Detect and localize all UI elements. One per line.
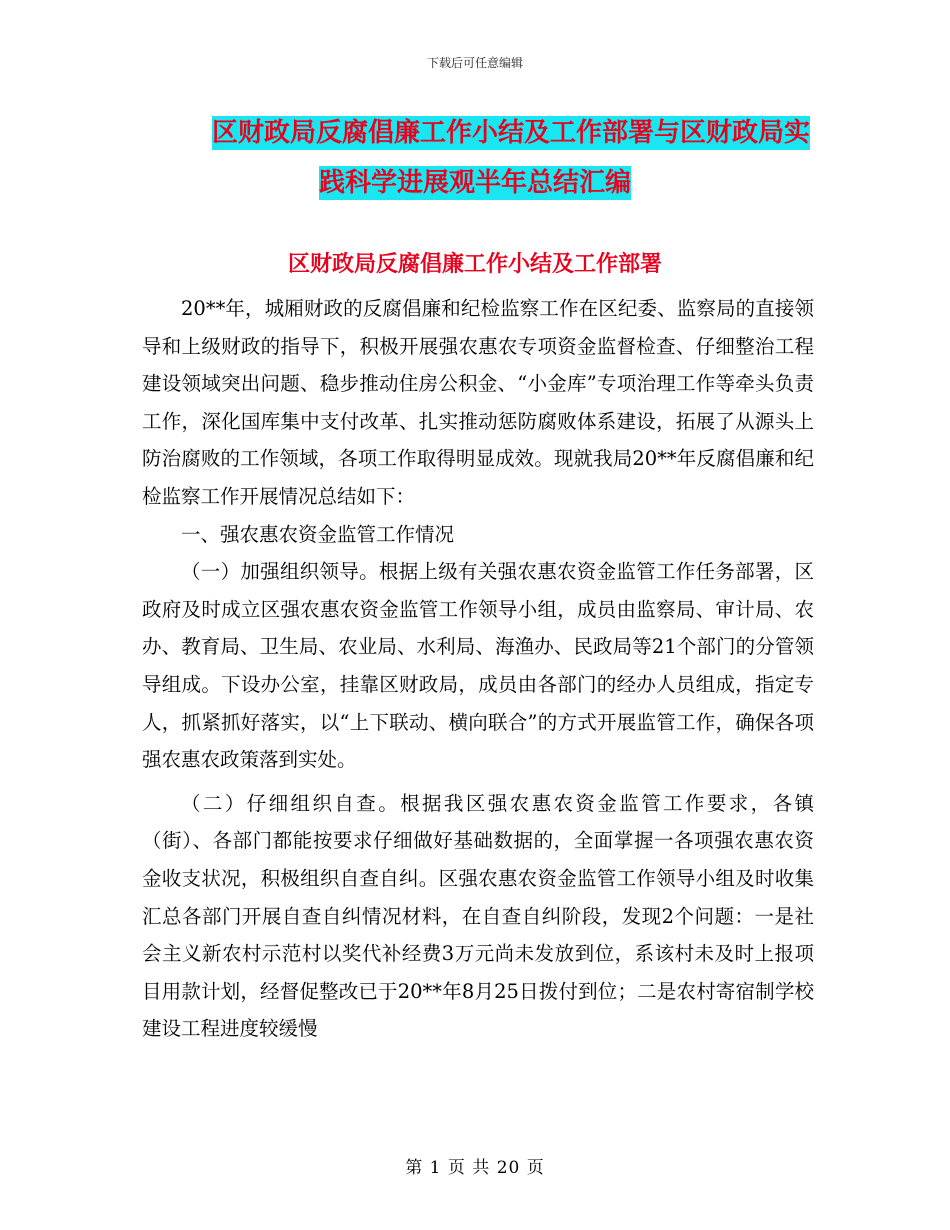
title-highlight: 区财政局反腐倡廉工作小结及工作部署与区财政局实 bbox=[211, 118, 810, 148]
page-footer: 第 1 页 共 20 页 bbox=[405, 1158, 545, 1178]
document-title-line-1 bbox=[140, 108, 810, 158]
page-header: 下载后可任意编辑 bbox=[426, 56, 523, 70]
document-title bbox=[140, 108, 810, 208]
title-highlight: 践科学进展观半年总结汇编 bbox=[318, 168, 631, 198]
body-text bbox=[142, 290, 814, 1048]
paragraph-organization: （一）加强组织领导。根据上级有关强农惠农资金监管工作任务部署，区政府及时成立区强农惠农资金监管工作领导小组，成员由监察局、审计局、农办、教育局、卫生局、农业局、水利局、海渔办、民政局等21个部门的分管领导组成。下设办公室，挂靠区财政局，成员由各部门的经办人员组成，指定专人，抓紧抓好落实，以“上下联动、横向联合”的方式开展监管工作，确保各项强农惠农政策落到实处。 bbox=[142, 560, 814, 772]
paragraph-self-check: （二）仔细组织自查。根据我区强农惠农资金监管工作要求，各镇（街）、各部门都能按要求仔细做好基础数据的，全面掌握一各项强农惠农资金收支状况，积极组织自查自纠。区强农惠农资金监管工作领导小组及时收集汇总各部门开展自查自纠情况材料，在自查自纠阶段，发现2个问题：一是社会主义新农村示范村以奖代补经费3万元尚未发放到位，系该村未及时上报项目用款计划，经督促整改已于20**年8月25日拨付到位；二是农村寄宿制学校建设工程进度较缓慢 bbox=[142, 791, 814, 1041]
document-title-line-2 bbox=[140, 158, 810, 208]
section-title: 区财政局反腐倡廉工作小结及工作部署 bbox=[287, 252, 662, 277]
heading-section-1: 一、强农惠农资金监管工作情况 bbox=[181, 522, 455, 546]
paragraph-intro: 20**年，城厢财政的反腐倡廉和纪检监察工作在区纪委、监察局的直接领导和上级财政的指导下，积极开展强农惠农专项资金监督检查、仔细整治工程建设领域突出问题、稳步推动住房公积金、“小金库”专项治理工作等牵头负责工作，深化国库集中支付改革、扎实推动惩防腐败体系建设，拓展了从源头上防治腐败的工作领域，各项工作取得明显成效。现就我局20**年反腐倡廉和纪检监察工作开展情况总结如下： bbox=[142, 297, 814, 508]
